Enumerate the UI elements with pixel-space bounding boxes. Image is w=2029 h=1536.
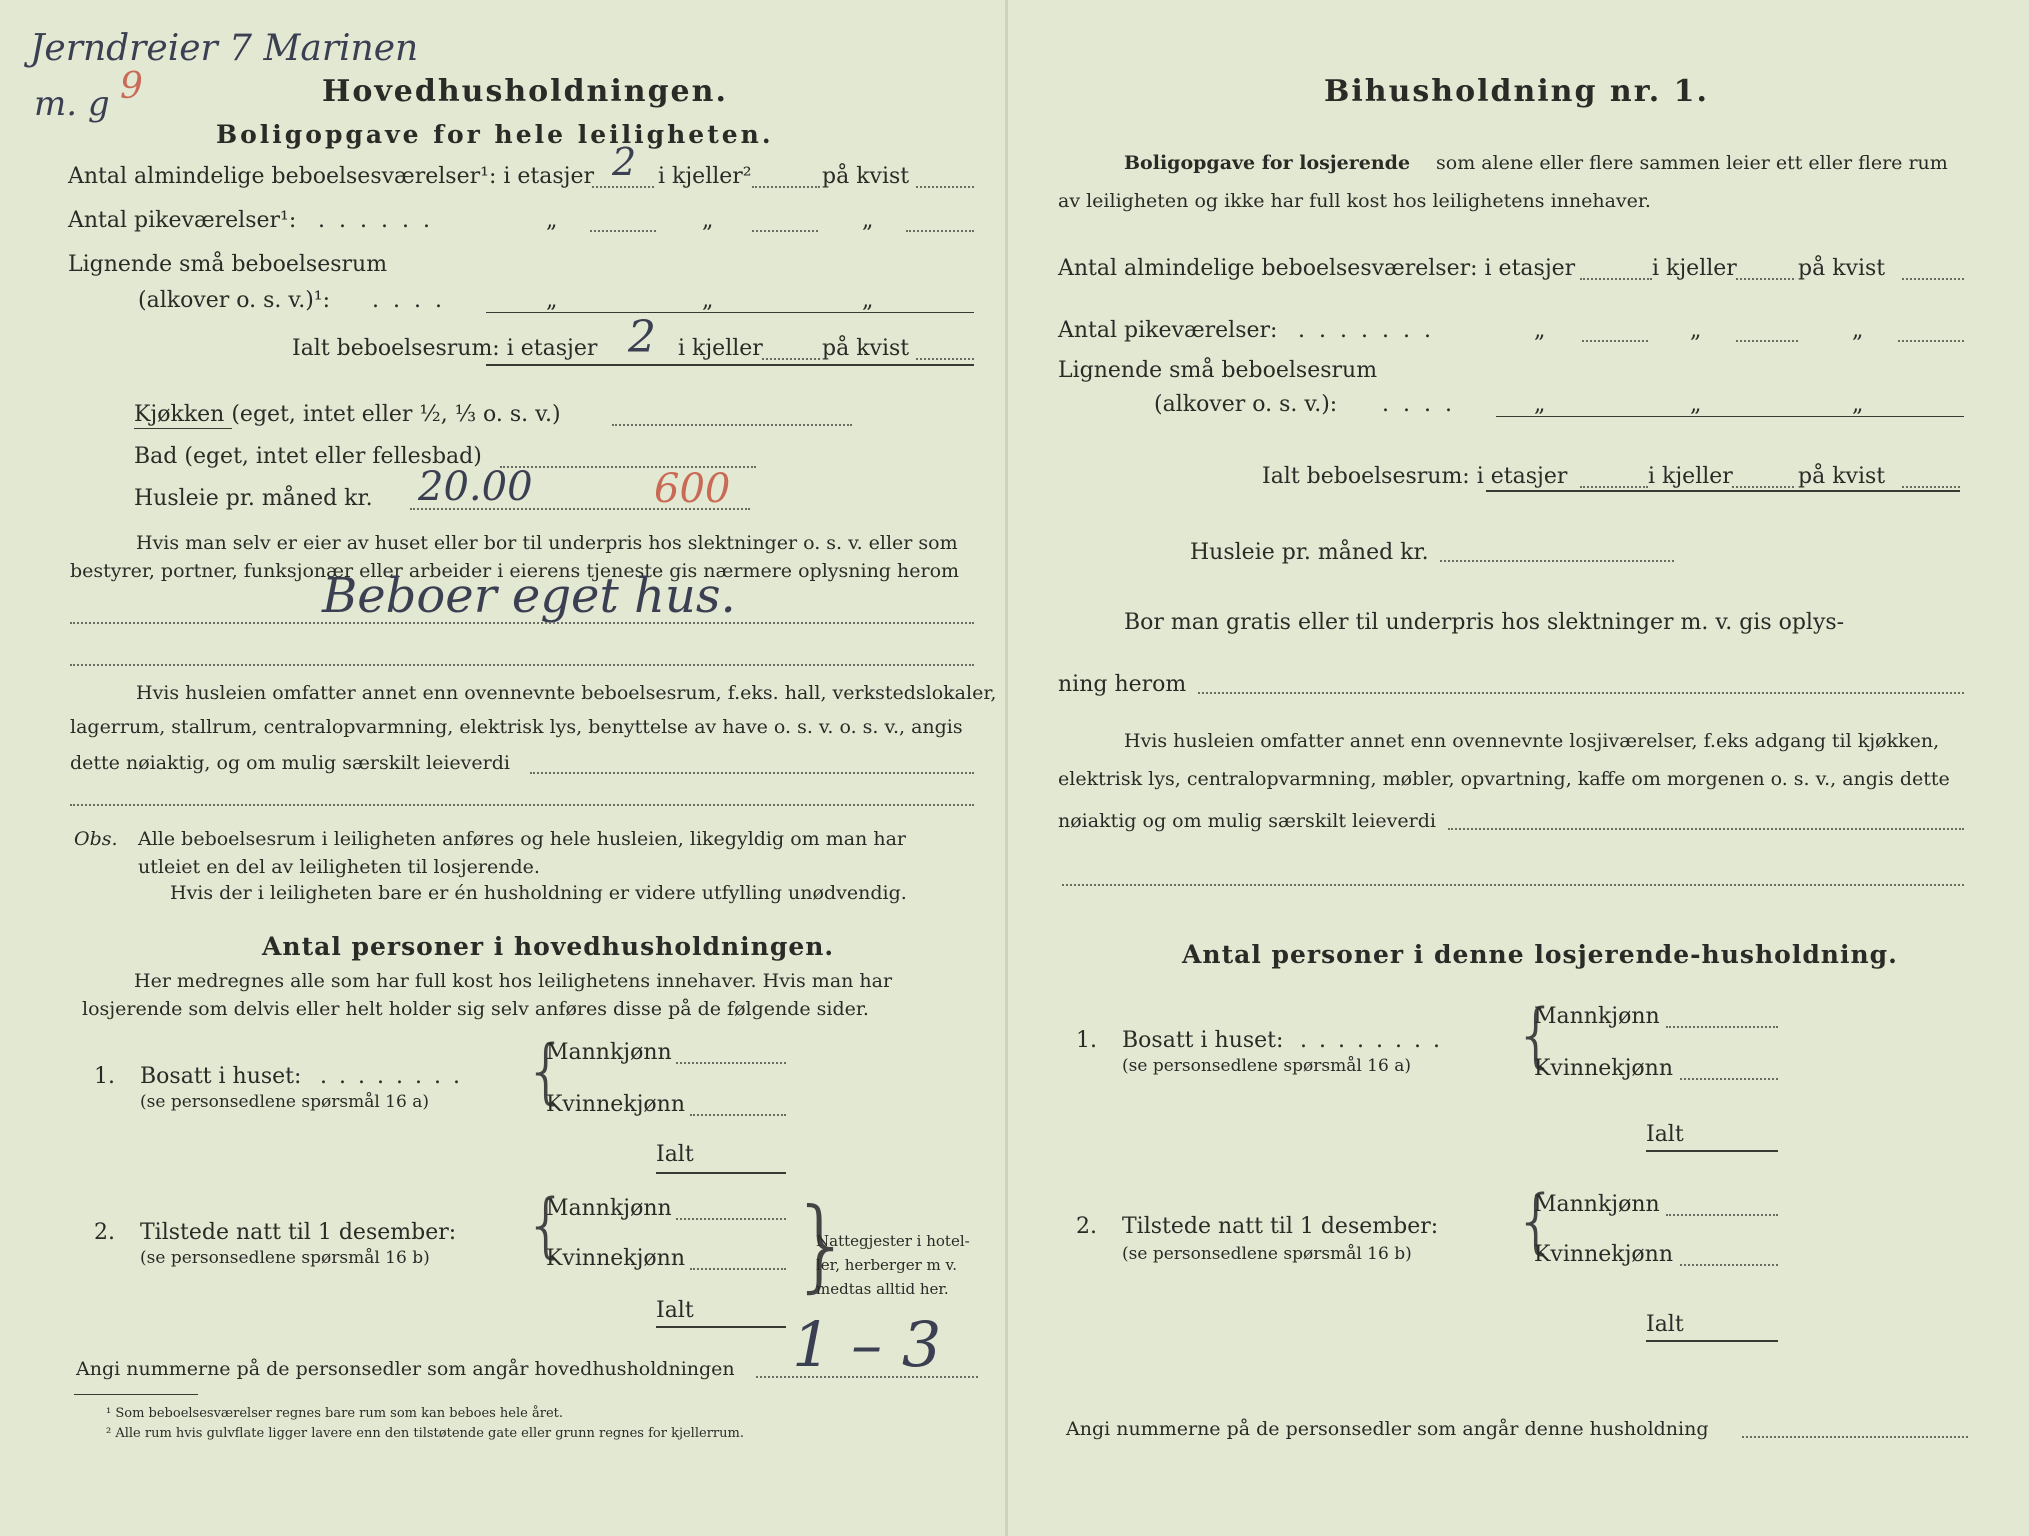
left-bosatt-kvinne: Kvinnekjønn — [546, 1092, 685, 1117]
right-bosatt: Bosatt i huset: — [1122, 1028, 1284, 1053]
right-bosatt-sub: (se personsedlene spørsmål 16 a) — [1122, 1056, 1411, 1076]
handwritten-number-red: 9 — [120, 66, 143, 107]
left-title: Hovedhusholdningen. — [322, 74, 728, 109]
right-intro-1: som alene eller flere sammen leier ett eller flere rum — [1436, 152, 1948, 174]
left-tilstede-sub: (se personsedlene spørsmål 16 b) — [140, 1248, 430, 1268]
right-gratis-2: ning herom — [1058, 672, 1187, 697]
handwritten-address: Jerndreier 7 Marinen — [30, 28, 419, 69]
natte-1: Nattegjester i hotel- — [816, 1232, 970, 1250]
natte-3: medtas alltid her. — [816, 1280, 949, 1298]
right-husleie: Husleie pr. måned kr. — [1190, 540, 1429, 565]
left-ialt-kvist: på kvist — [822, 336, 910, 361]
left-obs-2: utleiet en del av leiligheten til losjerende. — [138, 856, 540, 878]
right-lignende-2: (alkover o. s. v.): — [1154, 392, 1338, 417]
census-form-sheet: Jerndreier 7 Marinen m. g 9 Hovedhusholdningen. Boligopgave for hele leiligheten. Antal almindelige beboelsesværelser¹: i etasjer 2 i kjeller² på kvist Antal pikeværelser¹: ...... „ „ „ Lignende små beboelsesrum (alkover o. s. v.)¹: .... „ „ „ Ialt beboelsesrum: i etasjer 2 i kjeller på kvist Kjøkken (eget, intet eller ½, ⅓ o. s. v.) Bad (eget, intet eller fellesbad) Husleie pr. måned kr. 20.00 600 Hvis man selv er eier av huset eller bor til underpris hos slektninger o. s. v. eller som bestyrer, portner, funksjonær eller arbeider i eierens tjeneste gis nærmere oplysning herom Beboer eget hus. Hvis husleien omfatter annet enn ovennevnte beboelsesrum, f.eks. hall, verkstedslokaler, lagerrum, stallrum, centralopvarmning, elektrisk lys, benyttelse av have o. s. v. o. s. v., angis dette nøiaktig, og om mulig særskilt leieverdi Obs. Alle beboelsesrum i leiligheten anføres og hele husleien, likegyldig om man har utleiet en del av leiligheten til losjerende. Hvis der i leiligheten bare er én husholdning er videre utfylling unødvendig. Antal personer i hovedhusholdningen. Her medregnes alle som har full kost hos leilighetens innehaver. Hvis man har losjerende som delvis eller helt holder sig selv anføres disse på de følgende sider. 1. Bosatt i huset: ........ (se personsedlene spørsmål 16 a) { Mannkjønn Kvinnekjønn Ialt 2. Tilstede natt til 1 desember: (se personsedlene spørsmål 16 b) { Mannkjønn Kvinnekjønn Ialt } Nattegjester i hotel- ler, herberger m v. medtas alltid her. Angi nummerne på de personsedler som angår hovedhusholdningen 1 – 3 ¹ Som beboelsesværelser regnes bare rum som kan beboes hele året. ² Alle rum hvis gulvflate ligger lavere enn den tilstøtende gate eller grunn regnes for kjellerrum. Bihusholdning nr. 1. Boligopgave for losjerende som alene eller flere sammen leier ett eller flere rum av leiligheten og ikke har full kost hos leilighetens innehaver. Antal almindelige beboelsesværelser: i etasjer i kjeller på kvist Antal pikeværelser: ....... „ „ „ Lignende små beboelsesrum (alkover o. s. v.): .... „ „ „ Ialt beboelsesrum: i etasjer i kjeller på kvist Husleie pr. måned kr. Bor man gratis eller til underpris hos slektninger m. v. gis oplys- ning herom Hvis husleien omfatter annet enn ovennevnte losjiværelser, f.eks adgang til kjøkken, elektrisk lys, centralopvarmning, møbler, opvartning, kaffe om morgenen o. s. v., angis dette nøiaktig og om mulig særskilt leieverdi Antal personer i denne losjerende-husholdning. 1. Bosatt i huset: ........ (se personsedlene spørsmål 16 a) { Mannkjønn Kvinnekjønn Ialt 2. Tilstede natt til 1 desember: (se personsedlene spørsmål 16 b) { Mannkjønn Kvinnekjønn Ialt Angi nummerne på de personsedler som angår denne husholdning — [0, 0, 2029, 1536]
right-bosatt-mann: Mannkjønn — [1534, 1004, 1660, 1029]
right-intro-bold: Boligopgave for losjerende — [1124, 152, 1411, 174]
right-tilstede-ialt: Ialt — [1646, 1312, 1684, 1337]
handwritten-etasjer: 2 — [612, 140, 637, 184]
left-tilstede-kvinne: Kvinnekjønn — [546, 1246, 685, 1271]
left-tilstede: Tilstede natt til 1 desember: — [140, 1220, 457, 1245]
right-tilstede: Tilstede natt til 1 desember: — [1122, 1214, 1439, 1239]
left-lignende-1: Lignende små beboelsesrum — [68, 252, 388, 277]
left-i-kjeller: i kjeller² — [658, 164, 752, 189]
right-title: Bihusholdning nr. 1. — [1324, 74, 1709, 109]
page-fold — [1005, 0, 1008, 1536]
right-tilstede-sub: (se personsedlene spørsmål 16 b) — [1122, 1244, 1412, 1264]
right-paa-kvist: på kvist — [1798, 256, 1886, 281]
left-husleie: Husleie pr. måned kr. — [134, 486, 373, 511]
right-lignende-1: Lignende små beboelsesrum — [1058, 358, 1378, 383]
right-antal-title: Antal personer i denne losjerende-husholdning. — [1182, 940, 1898, 969]
right-tilstede-kvinne: Kvinnekjønn — [1534, 1242, 1673, 1267]
left-bosatt: Bosatt i huset: — [140, 1064, 302, 1089]
right-antal-pike: Antal pikeværelser: — [1058, 318, 1278, 343]
left-ialt-rum: Ialt beboelsesrum: i etasjer — [292, 336, 598, 361]
left-paa-kvist: på kvist — [822, 164, 910, 189]
left-antal-title: Antal personer i hovedhusholdningen. — [262, 932, 835, 961]
left-tilstede-ialt: Ialt — [656, 1298, 694, 1323]
left-antal-pike: Antal pikeværelser¹: — [68, 208, 297, 233]
right-intro-2: av leiligheten og ikke har full kost hos leilighetens innehaver. — [1058, 190, 1651, 212]
right-bosatt-kvinne: Kvinnekjønn — [1534, 1056, 1673, 1081]
right-tilstede-mann: Mannkjønn — [1534, 1192, 1660, 1217]
left-medregnes-2: losjerende som delvis eller helt holder sig selv anføres disse på de følgende sider. — [82, 998, 869, 1020]
right-ialt-kjeller: i kjeller — [1648, 464, 1733, 489]
left-subtitle: Boligopgave for hele leiligheten. — [216, 120, 774, 149]
left-omfatter-1: Hvis husleien omfatter annet enn ovennevnte beboelsesrum, f.eks. hall, verkstedslokaler, — [136, 682, 997, 704]
right-gratis-1: Bor man gratis eller til underpris hos slektninger m. v. gis oplys- — [1124, 610, 1845, 635]
left-bosatt-sub: (se personsedlene spørsmål 16 a) — [140, 1092, 429, 1112]
footnote-2: ² Alle rum hvis gulvflate ligger lavere enn den tilstøtende gate eller grunn regnes for kjellerrum. — [106, 1426, 744, 1441]
left-omfatter-2: lagerrum, stallrum, centralopvarmning, elektrisk lys, benyttelse av have o. s. v. o. s. v., angis — [70, 716, 963, 738]
left-kjokken: Kjøkken (eget, intet eller ½, ⅓ o. s. v.) — [134, 402, 561, 427]
left-bad: Bad (eget, intet eller fellesbad) — [134, 444, 482, 469]
right-ialt-kvist: på kvist — [1798, 464, 1886, 489]
left-omfatter-3: dette nøiaktig, og om mulig særskilt leieverdi — [70, 752, 510, 774]
left-medregnes-1: Her medregnes alle som har full kost hos leilighetens innehaver. Hvis man har — [134, 970, 893, 992]
left-tilstede-mann: Mannkjønn — [546, 1196, 672, 1221]
handwritten-mg: m. g — [34, 84, 110, 124]
left-angi: Angi nummerne på de personsedler som angår hovedhusholdningen — [76, 1358, 735, 1380]
right-i-kjeller: i kjeller — [1652, 256, 1737, 281]
right-angi: Angi nummerne på de personsedler som angår denne husholdning — [1066, 1418, 1709, 1440]
left-lignende-2: (alkover o. s. v.)¹: — [138, 288, 331, 313]
handwritten-husleie: 20.00 — [418, 464, 533, 510]
right-antal-almindelige: Antal almindelige beboelsesværelser: i etasjer — [1058, 256, 1576, 281]
handwritten-ialt-etasjer: 2 — [628, 312, 656, 363]
right-omfatter-1: Hvis husleien omfatter annet enn ovennevnte losjiværelser, f.eks adgang til kjøkken, — [1124, 730, 1940, 752]
footnote-1: ¹ Som beboelsesværelser regnes bare rum som kan beboes hele året. — [106, 1406, 563, 1421]
handwritten-nummerne: 1 – 3 — [792, 1308, 942, 1381]
left-bosatt-mann: Mannkjønn — [546, 1040, 672, 1065]
handwritten-eier-note: Beboer eget hus. — [322, 568, 736, 624]
left-eier-1: Hvis man selv er eier av huset eller bor til underpris hos slektninger o. s. v. eller som — [136, 532, 958, 554]
right-omfatter-3: nøiaktig og om mulig særskilt leieverdi — [1058, 810, 1436, 832]
left-obs-1: Alle beboelsesrum i leiligheten anføres og hele husleien, likegyldig om man har — [138, 828, 906, 850]
left-eier-2: bestyrer, portner, funksjonær eller arbeider i eierens tjeneste gis nærmere oplysning herom — [70, 560, 960, 582]
handwritten-husleie-red: 600 — [654, 466, 731, 512]
left-ialt-kjeller: i kjeller — [678, 336, 763, 361]
right-bosatt-ialt: Ialt — [1646, 1122, 1684, 1147]
right-omfatter-2: elektrisk lys, centralopvarmning, møbler, opvartning, kaffe om morgenen o. s. v., angis dette — [1058, 768, 1950, 790]
right-ialt-rum: Ialt beboelsesrum: i etasjer — [1262, 464, 1568, 489]
left-obs-3: Hvis der i leiligheten bare er én husholdning er videre utfylling unødvendig. — [170, 882, 907, 904]
left-antal-almindelige: Antal almindelige beboelsesværelser¹: i etasjer — [68, 164, 595, 189]
natte-2: ler, herberger m v. — [816, 1256, 957, 1274]
left-obs-label: Obs. — [74, 828, 118, 850]
left-bosatt-ialt: Ialt — [656, 1142, 694, 1167]
